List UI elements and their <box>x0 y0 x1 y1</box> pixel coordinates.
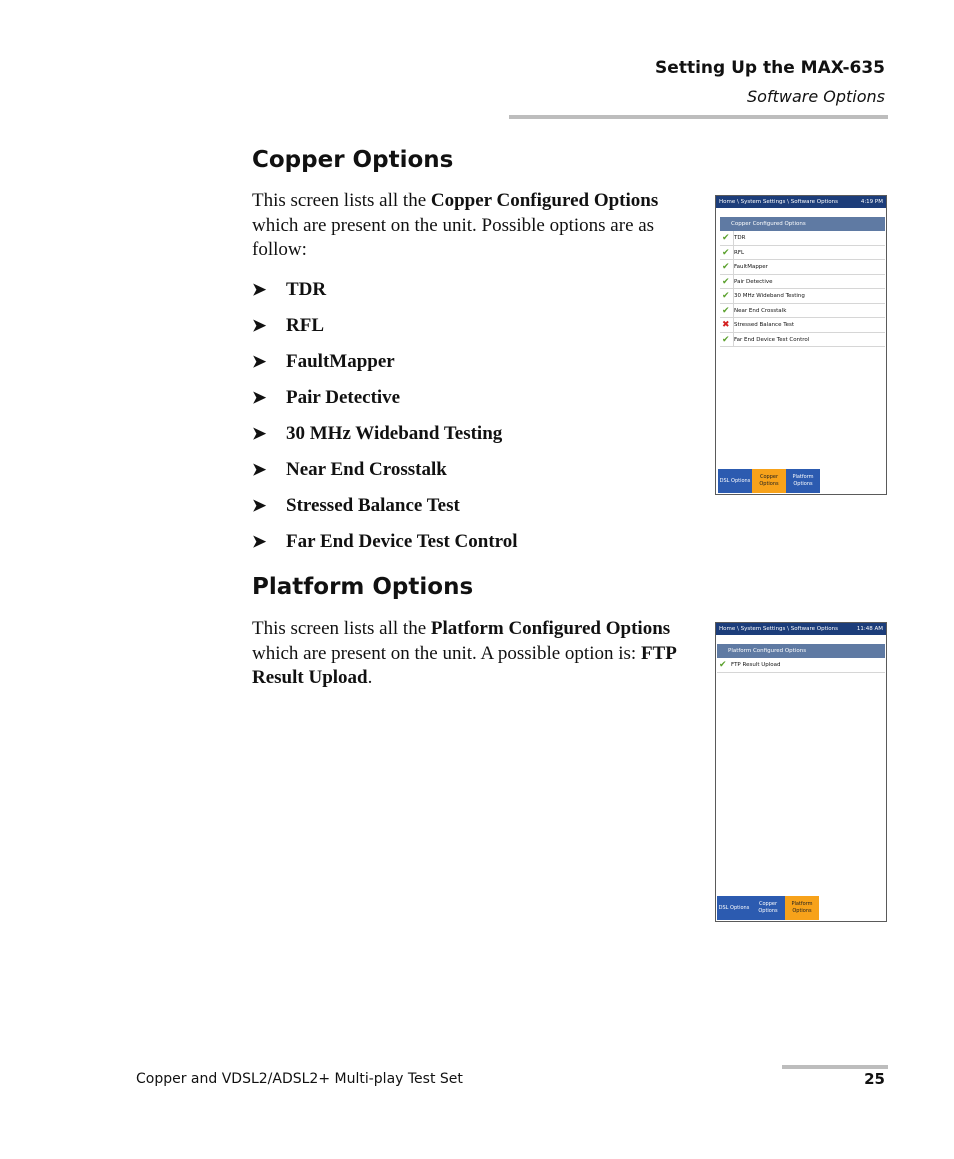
checkmark-icon: ✔ <box>722 334 730 345</box>
table-row <box>720 318 885 333</box>
platform-options-screenshot <box>715 622 887 922</box>
table-row <box>720 304 885 319</box>
row-label: FaultMapper <box>734 264 768 270</box>
copper-intro-post: which are present on the unit. Possible options are as follow: <box>252 214 655 260</box>
tab-bar <box>716 468 886 494</box>
table-row <box>720 333 885 348</box>
page-number: 25 <box>864 1070 885 1088</box>
copper-intro-bold: Copper Configured Options <box>430 190 659 211</box>
list-item <box>252 272 518 308</box>
arrow-bullet-icon: ➤ <box>252 424 267 443</box>
row-label: Pair Detective <box>734 278 773 285</box>
checkmark-icon: ✔ <box>722 291 730 301</box>
clock: 11:48 AM <box>856 626 883 632</box>
list-item-label: Far End Device Test Control <box>286 531 518 552</box>
list-item <box>252 452 518 488</box>
tab-dsl-options[interactable]: DSL Options <box>718 469 752 493</box>
list-item-label: Stressed Balance Test <box>286 495 460 516</box>
platform-intro-paragraph <box>252 617 710 691</box>
row-label: Stressed Balance Test <box>734 322 795 328</box>
list-item-label: Near End Crosstalk <box>286 459 447 480</box>
arrow-bullet-icon: ➤ <box>252 388 267 407</box>
copper-intro-paragraph <box>252 189 707 263</box>
table-row <box>720 289 885 304</box>
copper-options-heading: Copper Options <box>252 147 454 173</box>
section-header: Platform Configured Options <box>717 644 885 658</box>
list-item-label: TDR <box>286 279 327 300</box>
checkmark-icon: ✔ <box>722 305 730 316</box>
tab-copper-options[interactable]: Copper Options <box>751 896 785 920</box>
checkmark-icon: ✔ <box>719 660 727 670</box>
header-divider <box>509 115 888 119</box>
platform-intro-bold: Platform Configured Options <box>430 618 671 639</box>
cross-icon: ✖ <box>722 320 730 330</box>
running-header-subtitle: Software Options <box>747 87 885 106</box>
row-label: Far End Device Test Control <box>734 336 810 343</box>
list-item <box>252 488 518 524</box>
device-title-bar <box>716 196 886 208</box>
list-item <box>252 416 518 452</box>
platform-intro-mid: which are present on the unit. A possible option is: <box>252 642 641 664</box>
tab-copper-options[interactable]: Copper Options <box>752 469 786 493</box>
section-header: Copper Configured Options <box>720 217 885 231</box>
arrow-bullet-icon: ➤ <box>252 280 267 299</box>
platform-intro-bold2: FTP Result Upload <box>252 642 676 688</box>
copper-options-screenshot <box>715 195 887 495</box>
platform-options-heading: Platform Options <box>252 574 474 600</box>
tab-dsl-options[interactable]: DSL Options <box>717 896 751 920</box>
list-item-label: FaultMapper <box>286 351 395 372</box>
platform-intro-end: . <box>367 667 373 688</box>
copper-intro-pre: This screen lists all the <box>252 190 431 211</box>
table-row <box>720 275 885 290</box>
tab-platform-options[interactable]: Platform Options <box>786 469 820 493</box>
arrow-bullet-icon: ➤ <box>252 496 267 515</box>
table-row <box>720 246 885 261</box>
row-label: RFL <box>734 249 745 256</box>
table-row <box>720 231 885 246</box>
breadcrumb: Home \ System Settings \ Software Options <box>719 626 838 632</box>
platform-intro-pre: This screen lists all the <box>252 618 431 639</box>
list-item-label: Pair Detective <box>286 387 401 408</box>
checkmark-icon: ✔ <box>722 276 730 287</box>
copper-options-list <box>252 272 518 560</box>
row-label: Near End Crosstalk <box>734 307 787 314</box>
arrow-bullet-icon: ➤ <box>252 460 267 479</box>
row-label: TDR <box>734 235 746 241</box>
clock: 4:19 PM <box>860 199 883 205</box>
row-label: FTP Result Upload <box>731 662 781 668</box>
device-title-bar <box>716 623 886 635</box>
footer-divider <box>782 1065 888 1069</box>
list-item <box>252 380 518 416</box>
tab-platform-options[interactable]: Platform Options <box>785 896 819 920</box>
arrow-bullet-icon: ➤ <box>252 316 267 335</box>
row-label: 30 MHz Wideband Testing <box>734 293 805 299</box>
table-row <box>720 260 885 275</box>
list-item <box>252 308 518 344</box>
checkmark-icon: ✔ <box>722 247 730 258</box>
running-header-title: Setting Up the MAX-635 <box>655 58 885 78</box>
list-item-label: 30 MHz Wideband Testing <box>286 423 503 444</box>
arrow-bullet-icon: ➤ <box>252 532 267 551</box>
list-item-label: RFL <box>286 315 324 336</box>
breadcrumb: Home \ System Settings \ Software Options <box>719 199 838 205</box>
arrow-bullet-icon: ➤ <box>252 352 267 371</box>
checkmark-icon: ✔ <box>722 233 730 243</box>
tab-bar <box>716 895 886 921</box>
footer-product-name: Copper and VDSL2/ADSL2+ Multi-play Test Set <box>136 1071 463 1087</box>
table-row <box>717 658 885 673</box>
list-item <box>252 344 518 380</box>
checkmark-icon: ✔ <box>722 262 730 272</box>
list-item <box>252 524 518 560</box>
